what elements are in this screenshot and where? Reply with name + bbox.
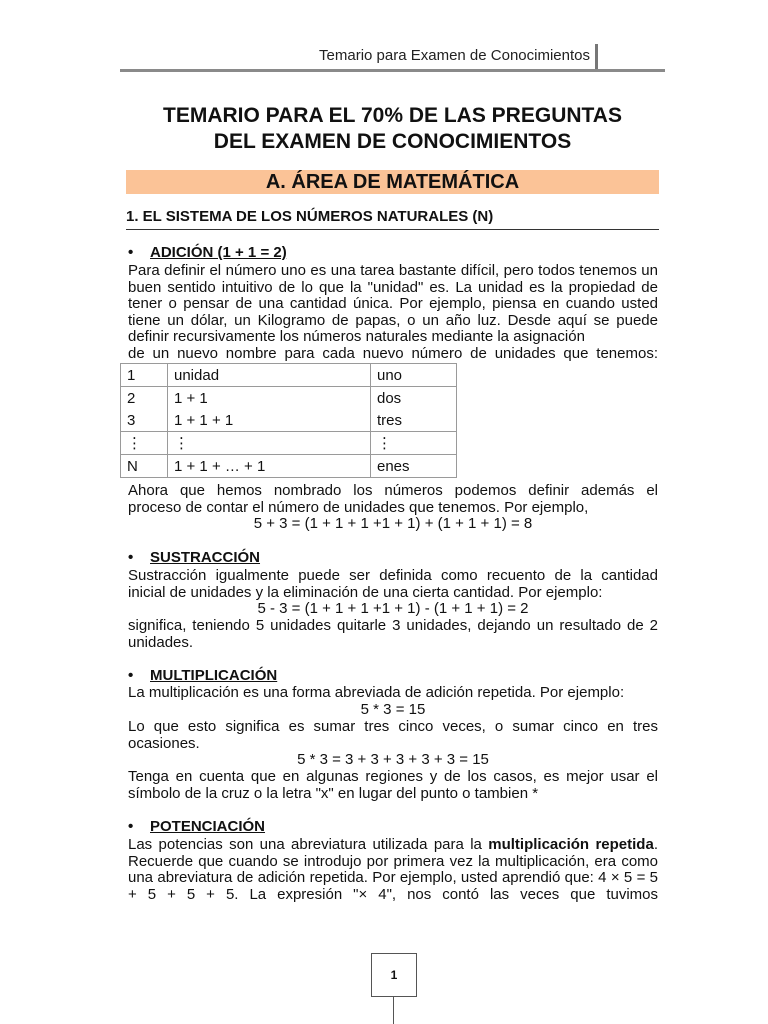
sustraccion-heading-row [128, 550, 658, 567]
area-banner: A. ÁREA DE MATEMÁTICA [126, 170, 659, 194]
table-cell: N [121, 455, 168, 478]
header-vertical-rule [595, 44, 598, 71]
table-cell: unidad [168, 364, 371, 387]
document-title [120, 103, 665, 155]
section-heading: 1. EL SISTEMA DE LOS NÚMEROS NATURALES (N) [126, 208, 659, 230]
potenciacion-punct: . [653, 836, 658, 853]
adicion-paragraph-last: de un nuevo nombre para cada nuevo número de unidades que tenemos: [128, 344, 658, 362]
numbers-table [120, 363, 457, 478]
table-cell: dos [371, 387, 457, 410]
multiplicacion-equation-2: 5 * 3 = 3 + 3 + 3 + 3 + 3 = 15 [297, 751, 489, 768]
header-rule [120, 69, 665, 72]
potenciacion-heading: POTENCIACIÓN [150, 818, 266, 835]
sustraccion-after-line1: significa, teniendo 5 unidades quitarle 3 unidades, dejando un resultado de 2 [128, 617, 658, 634]
table-cell: tres [371, 409, 457, 432]
multiplicacion-note-line2: símbolo de la cruz o la letra "x" en lugar del punto o tambien * [128, 784, 539, 802]
sustraccion-heading: SUSTRACCIÓN [150, 549, 261, 566]
bullet-icon: • [128, 244, 134, 261]
multiplicacion-note-line1: Tenga en cuenta que en algunas regiones y de los casos, es mejor usar el [128, 768, 658, 785]
adicion-equation: 5 + 3 = (1 + 1 + 1 +1 + 1) + (1 + 1 + 1) = 8 [253, 515, 533, 532]
multiplicacion-text-line1: Lo que esto significa es sumar tres cinco veces, o sumar cinco en tres [128, 718, 658, 735]
adicion-heading: ADICIÓN (1 + 1 = 2) [150, 244, 287, 261]
table-cell: 1 + 1 + 1 [168, 409, 371, 432]
running-header: Temario para Examen de Conocimientos [319, 47, 590, 64]
table-row [121, 409, 457, 432]
sustraccion-after-line2: unidades. [128, 633, 194, 651]
table-cell: ⋮ [121, 432, 168, 455]
bullet-icon: • [128, 667, 134, 684]
page-number-stem [393, 996, 394, 1024]
table-row [121, 455, 457, 478]
table-cell: 3 [121, 409, 168, 432]
potenciacion-paragraph: Recuerde que cuando se introdujo por primera vez la multiplicación, era como una abreviatura de adición repetida. Por ejemplo, usted aprendió que: 4 × 5 = 5 + 5 + 5 + 5. La expresión "× 4", nos contó las veces que tuvimos [128, 852, 658, 903]
page-number: 1 [371, 953, 417, 997]
adicion-paragraph-body: Para definir el número uno es una tarea bastante difícil, pero todos tenemos un buen sentido intuitivo de lo que la "unidad" es. La unidad es la propiedad de tener o pensar de una cantidad única. Por ejemplo, piensa en cuando usted tiene un dólar, un Kilogramo de papas, o un año luz. Desde aquí se puede definir recursivamente los números naturales mediante la asignación [128, 262, 658, 345]
table-cell: ⋮ [371, 432, 457, 455]
potenciacion-line1 [128, 837, 658, 854]
multiplicacion-text-line2: ocasiones. [128, 734, 200, 752]
table-cell: 1 + 1 [168, 387, 371, 410]
title-line-1: TEMARIO PARA EL 70% DE LAS PREGUNTAS [163, 104, 622, 127]
multiplicacion-heading: MULTIPLICACIÓN [150, 667, 278, 684]
adicion-after-line1: Ahora que hemos nombrado los números podemos definir además el [128, 482, 658, 499]
bullet-icon: • [128, 818, 134, 835]
title-line-2: DEL EXAMEN DE CONOCIMIENTOS [213, 130, 572, 153]
sustraccion-equation: 5 - 3 = (1 + 1 + 1 +1 + 1) - (1 + 1 + 1) = 2 [257, 600, 529, 617]
adicion-after-line2: proceso de contar el número de unidades que tenemos. Por ejemplo, [128, 498, 589, 516]
sustraccion-line1: Sustracción igualmente puede ser definida como recuento de la cantidad [128, 567, 658, 584]
table-cell: 1 + 1 + … + 1 [168, 455, 371, 478]
multiplicacion-intro: La multiplicación es una forma abreviada de adición repetida. Por ejemplo: [128, 684, 625, 701]
adicion-heading-row [128, 245, 658, 262]
adicion-paragraph [128, 263, 658, 346]
multiplicacion-heading-row [128, 668, 658, 685]
table-row [121, 364, 457, 387]
table-row [121, 387, 457, 410]
bullet-icon: • [128, 549, 134, 566]
sustraccion-line2: inicial de unidades y la eliminación de una cierta cantidad. Por ejemplo: [128, 583, 603, 601]
potenciacion-text: Las potencias son una abreviatura utilizada para la [128, 836, 489, 853]
table-cell: enes [371, 455, 457, 478]
multiplicacion-equation-1: 5 * 3 = 15 [360, 701, 426, 718]
table-cell: 2 [121, 387, 168, 410]
table-cell: ⋮ [168, 432, 371, 455]
table-cell: uno [371, 364, 457, 387]
table-cell: 1 [121, 364, 168, 387]
table-row [121, 432, 457, 455]
potenciacion-bold-term: multiplicación repetida [488, 836, 654, 853]
potenciacion-heading-row [128, 819, 658, 836]
